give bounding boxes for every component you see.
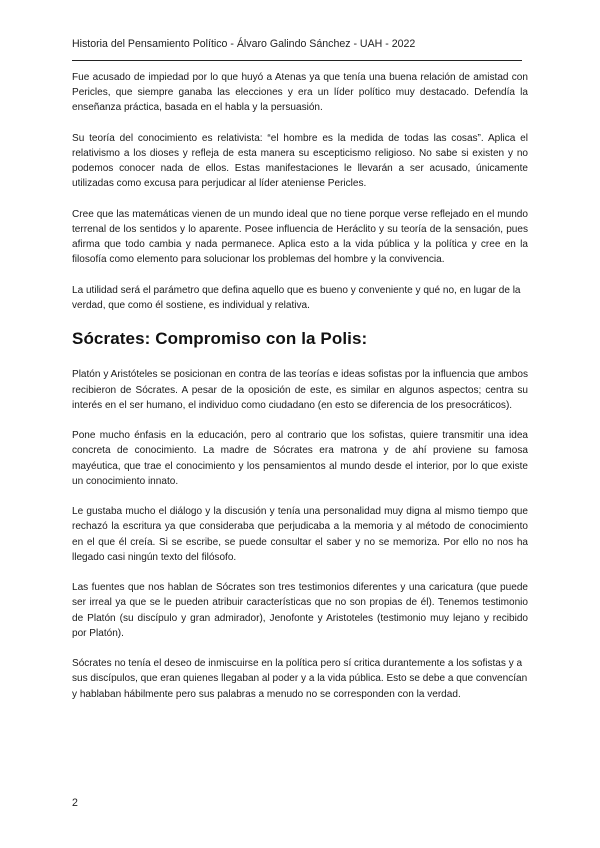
paragraph: Pone mucho énfasis en la educación, pero al contrario que los sofistas, quiere transmitir una idea concreta de conocimiento. La madre de Sócrates era matrona y de ahí proviene su famosa mayéutica, que trae el conocimiento y los pensamientos al mundo desde el interior, por lo que existe un conocimiento innato. — [72, 430, 528, 487]
paragraph: Cree que las matemáticas vienen de un mundo ideal que no tiene porque verse reflejado en el mundo terrenal de los sentidos y lo aparente. Posee influencia de Heráclito y su teoría de la sensación, pues afirma que todo cambia y nada permanece. Aplica esto a la vida pública y la política y cree en la filosofía como elemento para solucionar los problemas del hombre y la convivencia. — [72, 208, 528, 266]
page-number: 2 — [72, 797, 78, 809]
paragraph: Fue acusado de impiedad por lo que huyó a Atenas ya que tenía una buena relación de amistad con Pericles, que siempre ganaba las elecciones y era un líder político muy destacado. Defendía la enseñanza práctica, basada en el habla y la persuasión. — [72, 72, 528, 114]
paragraph: Le gustaba mucho el diálogo y la discusión y tenía una personalidad muy digna al mismo tiempo que rechazó la escritura ya que consideraba que perjudicaba a la memoria y al método de conocimiento en el que él creía. Si se escribe, se puede consultar el saber y no se memoriza. Por ello no nos ha llegado casi ningún texto del filósofo. — [72, 506, 528, 563]
header-rule — [72, 60, 522, 61]
paragraph: Su teoría del conocimiento es relativista: “el hombre es la medida de todas las cosas”. Aplica el relativismo a los dioses y refleja de esta manera su escepticismo religioso. No sabe si existen y no podemos conocer nada de ellos. Estas manifestaciones le llevarán a ser acusado, únicamente utilizadas como excusa para perjudicar al líder ateniense Pericles. — [72, 132, 528, 190]
running-header: Historia del Pensamiento Político - Álvaro Galindo Sánchez - UAH - 2022 — [72, 38, 416, 50]
paragraph: Las fuentes que nos hablan de Sócrates son tres testimonios diferentes y una caricatura (que puede ser irreal ya que se le pueden atribuir características que no son propias de él). Tenemos testimonio de Platón (su discípulo y gran admirador), Jenofonte y Aristoteles (testimonio muy lejano y recibido por Platón). — [72, 582, 528, 639]
document-body — [72, 70, 528, 717]
paragraph: Sócrates no tenía el deseo de inmiscuirse en la política pero sí critica durantemente a los sofistas y a sus discípulos, que eran quienes llegaban al poder y a la vida pública. Esto se debe a que convencían y hablaban hábilmente pero sus palabras a menudo no se corresponden con la verdad. — [72, 658, 528, 700]
paragraph: Platón y Aristóteles se posicionan en contra de las teorías e ideas sofistas por la influencia que ambos recibieron de Sócrates. A pesar de la oposición de este, es similar en algunos aspectos; centra su interés en el ser humano, el individuo como ciudadano (en esto se diferencia de los presocráticos). — [72, 369, 528, 411]
section-heading: Sócrates: Compromiso con la Polis: — [72, 329, 368, 349]
paragraph: La utilidad será el parámetro que defina aquello que es bueno y conveniente y qué no, en lugar de la verdad, que como él sostiene, es individual y relativa. — [72, 284, 521, 311]
